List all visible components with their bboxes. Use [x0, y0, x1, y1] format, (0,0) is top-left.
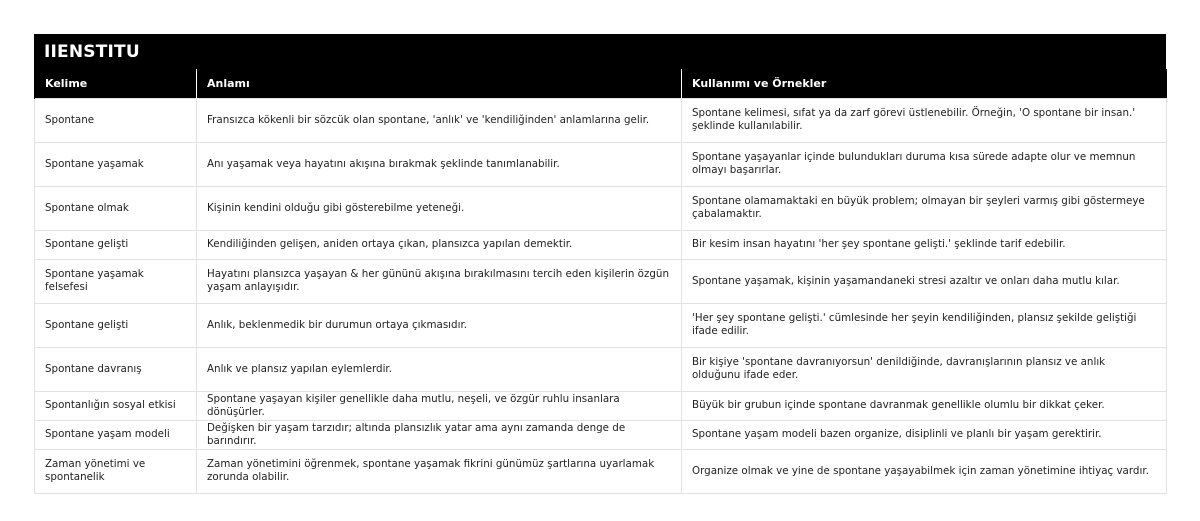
cell-usage: Büyük bir grubun içinde spontane davranmak genellikle olumlu bir dikkat çeker.	[682, 391, 1167, 420]
table-row	[35, 347, 1167, 391]
cell-meaning: Fransızca kökenli bir sözcük olan spontane, 'anlık' ve 'kendiliğinden' anlamlarına gelir.	[197, 98, 682, 142]
cell-usage: 'Her şey spontane gelişti.' cümlesinde her şeyin kendiliğinden, plansız şekilde geliştiği ifade edilir.	[682, 303, 1167, 347]
cell-usage: Spontane olamamaktaki en büyük problem; olmayan bir şeyleri varmış gibi göstermeye çabalamaktır.	[682, 186, 1167, 230]
column-header-kelime: Kelime	[35, 69, 197, 98]
cell-word: Spontane yaşam modeli	[35, 420, 197, 449]
table-row	[35, 420, 1167, 449]
cell-word: Spontane gelişti	[35, 230, 197, 259]
cell-meaning: Anı yaşamak veya hayatını akışına bırakmak şeklinde tanımlanabilir.	[197, 142, 682, 186]
cell-word: Spontane yaşamak	[35, 142, 197, 186]
table-header	[35, 69, 1167, 98]
cell-meaning: Değişken bir yaşam tarzıdır; altında plansızlık yatar ama aynı zamanda denge de barındırır.	[197, 420, 682, 449]
cell-word: Spontane yaşamak felsefesi	[35, 259, 197, 303]
cell-meaning: Anlık, beklenmedik bir durumun ortaya çıkmasıdır.	[197, 303, 682, 347]
column-header-anlami: Anlamı	[197, 69, 682, 98]
column-header-kullanimi: Kullanımı ve Örnekler	[682, 69, 1167, 98]
cell-usage: Spontane yaşamak, kişinin yaşamandaneki stresi azaltır ve onları daha mutlu kılar.	[682, 259, 1167, 303]
cell-meaning: Spontane yaşayan kişiler genellikle daha mutlu, neşeli, ve özgür ruhlu insanlara dönüşürler.	[197, 391, 682, 420]
table-row	[35, 259, 1167, 303]
cell-meaning: Kendiliğinden gelişen, aniden ortaya çıkan, plansızca yapılan demektir.	[197, 230, 682, 259]
cell-usage: Organize olmak ve yine de spontane yaşayabilmek için zaman yönetimine ihtiyaç vardır.	[682, 449, 1167, 493]
brand-logo: IIENSTITU	[44, 41, 140, 62]
cell-usage: Spontane kelimesi, sıfat ya da zarf görevi üstlenebilir. Örneğin, 'O spontane bir insan.' şeklinde kullanılabilir.	[682, 98, 1167, 142]
table-row	[35, 449, 1167, 493]
table-row	[35, 142, 1167, 186]
cell-usage: Spontane yaşayanlar içinde bulundukları duruma kısa sürede adapte olur ve memnun olmayı başarırlar.	[682, 142, 1167, 186]
table-row	[35, 186, 1167, 230]
cell-word: Spontanlığın sosyal etkisi	[35, 391, 197, 420]
cell-word: Spontane gelişti	[35, 303, 197, 347]
table-row	[35, 98, 1167, 142]
table-row	[35, 391, 1167, 420]
cell-word: Zaman yönetimi ve spontanelik	[35, 449, 197, 493]
cell-meaning: Hayatını plansızca yaşayan & her gününü akışına bırakılmasını tercih eden kişilerin özgün yaşam anlayışıdır.	[197, 259, 682, 303]
brand-header	[34, 34, 1166, 69]
header-row	[35, 69, 1167, 98]
cell-usage: Bir kesim insan hayatını 'her şey spontane gelişti.' şeklinde tarif edebilir.	[682, 230, 1167, 259]
table-row	[35, 303, 1167, 347]
cell-usage: Spontane yaşam modeli bazen organize, disiplinli ve planlı bir yaşam gerektirir.	[682, 420, 1167, 449]
table-container	[34, 34, 1166, 494]
table-row	[35, 230, 1167, 259]
cell-word: Spontane	[35, 98, 197, 142]
cell-meaning: Zaman yönetimini öğrenmek, spontane yaşamak fikrini günümüz şartlarına uyarlamak zorunda olabilir.	[197, 449, 682, 493]
cell-word: Spontane davranış	[35, 347, 197, 391]
cell-meaning: Anlık ve plansız yapılan eylemlerdir.	[197, 347, 682, 391]
table-body	[35, 98, 1167, 493]
definition-table	[34, 69, 1167, 494]
cell-word: Spontane olmak	[35, 186, 197, 230]
cell-meaning: Kişinin kendini olduğu gibi gösterebilme yeteneği.	[197, 186, 682, 230]
cell-usage: Bir kişiye 'spontane davranıyorsun' denildiğinde, davranışlarının plansız ve anlık olduğunu ifade eder.	[682, 347, 1167, 391]
